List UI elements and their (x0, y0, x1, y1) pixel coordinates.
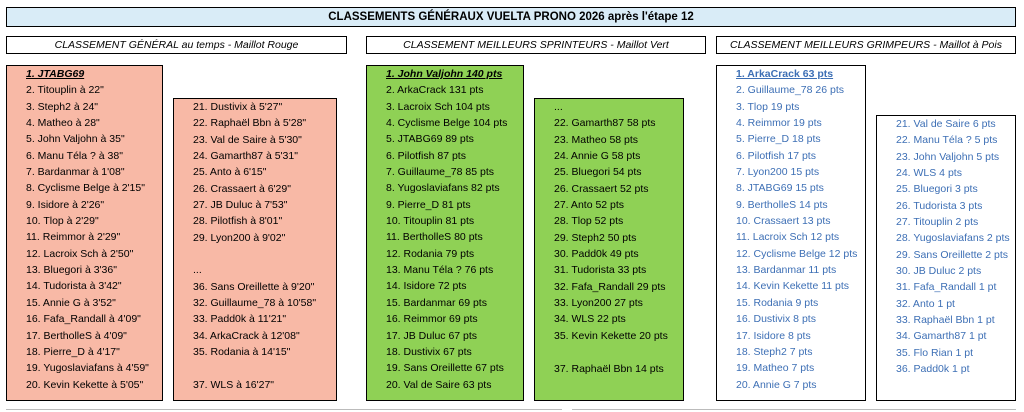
ranking-entry: 14. Isidore 72 pts (386, 280, 467, 293)
ranking-entry: 21. Dustivix à 5'27" (193, 101, 283, 113)
ranking-entry: 17. JB Duluc 67 pts (386, 329, 478, 342)
ranking-entry: 30. Padd0k 49 pts (554, 248, 639, 261)
ranking-entry: 34. Gamarth87 1 pt (896, 330, 987, 343)
ranking-entry: 6. Pilotfish 17 pts (736, 149, 816, 162)
ranking-entry: 15. Bardanmar 69 pts (386, 296, 487, 309)
ranking-entry: 27. Anto 52 pts (554, 199, 625, 212)
ranking-entry: 8. Yugoslaviafans 82 pts (386, 182, 500, 195)
ranking-entry: 23. John Valjohn 5 pts (896, 150, 1000, 163)
ranking-entry: 3. Steph2 à 24" (26, 100, 99, 113)
ranking-entry: 17. BertholleS à 4'09" (26, 329, 127, 342)
ranking-entry (554, 344, 683, 360)
ranking-entry: 32. Guillaume_78 à 10'58" (193, 297, 317, 310)
ranking-entry: 20. Annie G 7 pts (736, 378, 817, 391)
sprint-list-2 (534, 98, 684, 401)
ranking-entry: 26. Crassaert à 6'29" (193, 182, 291, 195)
ranking-entry: 13. Manu Téla ? 76 pts (386, 264, 494, 277)
ranking-entry: 3. Tlop 19 pts (736, 100, 800, 113)
ranking-entry: 5. John Valjohn à 35" (26, 133, 125, 146)
ranking-entry: 10. Crassaert 13 pts (736, 215, 831, 228)
ranking-entry: ... (193, 264, 202, 277)
ranking-entry: 35. Rodania à 14'15" (193, 346, 291, 359)
ranking-entry: 11. Reimmor à 2'29" (26, 231, 121, 244)
ranking-entry: 4. Matheo à 28" (26, 117, 100, 130)
ranking-entry: 11. BertholleS 80 pts (386, 231, 483, 244)
ranking-entry: 1. JTABG69 (26, 68, 85, 80)
general-list-2 (173, 98, 337, 401)
ranking-entry: 1. ArkaCrack 63 pts (736, 68, 834, 80)
ranking-entry: 12. Cyclisme Belge 12 pts (736, 247, 858, 260)
ranking-entry: 22. Raphaël Bbn à 5'28" (193, 117, 307, 130)
ranking-entry: 18. Steph2 7 pts (736, 345, 813, 358)
ranking-entry: 13. Bardanmar 11 pts (736, 264, 837, 277)
ranking-entry: 14. Tudorista à 3'42" (26, 280, 122, 293)
ranking-entry: 4. Cyclisme Belge 104 pts (386, 117, 508, 130)
ranking-entry: 23. Matheo 58 pts (554, 133, 639, 146)
ranking-entry: 29. Sans Oreillette 2 pts (896, 248, 1009, 261)
ranking-entry: 4. Reimmor 19 pts (736, 117, 822, 130)
ranking-entry (193, 361, 336, 377)
ranking-entry: 22. Gamarth87 58 pts (554, 117, 656, 130)
ranking-entry: 27. JB Duluc à 7'53" (193, 199, 288, 212)
ranking-entry: 18. Dustivix 67 pts (386, 345, 472, 358)
ranking-entry: 17. Isidore 8 pts (736, 329, 811, 342)
page-banner: CLASSEMENTS GÉNÉRAUX VUELTA PRONO 2026 après l'étape 12 (6, 7, 1016, 27)
ranking-entry: 16. Fafa_Randall à 4'09" (26, 313, 141, 326)
ranking-entry: 7. Bardanmar à 1'08" (26, 166, 125, 179)
ranking-entry: 10. Tlop à 2'29" (26, 215, 99, 228)
ranking-entry: 7. Lyon200 15 pts (736, 166, 820, 179)
ranking-entry: 5. JTABG69 89 pts (386, 133, 474, 146)
ranking-entry: 13. Bluegori à 3'36" (26, 264, 117, 277)
ranking-entry: 18. Pierre_D à 4'17" (26, 345, 120, 358)
ranking-entry: 29. Steph2 50 pts (554, 231, 637, 244)
ranking-entry: 11. Lacroix Sch 12 pts (736, 231, 840, 244)
ranking-entry: 6. Manu Téla ? à 38" (26, 149, 123, 162)
ranking-entry: 12. Lacroix Sch à 2'50" (26, 247, 134, 260)
ranking-entry: 29. Lyon200 à 9'02" (193, 231, 286, 244)
climb-list-1 (716, 65, 866, 401)
ranking-entry: 25. Anto à 6'15" (193, 166, 267, 179)
ranking-entry: 32. Fafa_Randall 29 pts (554, 280, 666, 293)
sprint-classification-header: CLASSEMENT MEILLEURS SPRINTEURS - Maillot Vert (366, 36, 706, 54)
ranking-entry: 9. BertholleS 14 pts (736, 198, 828, 211)
ranking-entry: 22. Manu Téla ? 5 pts (896, 134, 998, 147)
ranking-entry: 9. Pierre_D 81 pts (386, 198, 471, 211)
ranking-entry: 2. Guillaume_78 26 pts (736, 84, 844, 97)
ranking-entry: 26. Crassaert 52 pts (554, 182, 649, 195)
ranking-entry: 35. Flo Rian 1 pt (896, 346, 974, 359)
ranking-entry: 24. Gamarth87 à 5'31" (193, 150, 298, 163)
climb-list-2 (876, 115, 1016, 401)
ranking-entry: 24. Annie G 58 pts (554, 150, 641, 163)
ranking-entry: 14. Kevin Kekette 11 pts (736, 280, 850, 293)
ranking-entry: 25. Bluegori 3 pts (896, 183, 978, 196)
ranking-entry: 7. Guillaume_78 85 pts (386, 166, 494, 179)
ranking-entry: 26. Tudorista 3 pts (896, 199, 983, 212)
ranking-entry: 31. Fafa_Randall 1 pt (896, 281, 997, 294)
ranking-entry: 25. Bluegori 54 pts (554, 166, 642, 179)
ranking-entry: 1. John Valjohn 140 pts (386, 68, 503, 80)
ranking-entry: 36. Sans Oreillette à 9'20" (193, 280, 315, 293)
ranking-entry: 34. ArkaCrack à 12'08" (193, 329, 300, 342)
ranking-entry: 33. Lyon200 27 pts (554, 297, 643, 310)
ranking-entry: 3. Lacroix Sch 104 pts (386, 100, 490, 113)
ranking-entry: 33. Raphaël Bbn 1 pt (896, 314, 995, 327)
ranking-entry: 16. Reimmor 69 pts (386, 313, 478, 326)
ranking-entry: 36. Padd0k 1 pt (896, 363, 970, 376)
ranking-entry: 27. Titouplin 2 pts (896, 216, 979, 229)
ranking-entry: 21. Val de Saire 6 pts (896, 118, 996, 130)
ranking-entry (193, 246, 336, 262)
ranking-entry: 10. Titouplin 81 pts (386, 215, 475, 228)
ranking-entry: 23. Val de Saire à 5'30" (193, 133, 302, 146)
ranking-entry: 2. ArkaCrack 131 pts (386, 84, 484, 97)
ranking-entry: 35. Kevin Kekette 20 pts (554, 329, 668, 342)
ranking-entry: 5. Pierre_D 18 pts (736, 133, 821, 146)
ranking-entry: 6. Pilotfish 87 pts (386, 149, 466, 162)
ranking-entry: 15. Rodania 9 pts (736, 296, 819, 309)
ranking-entry: 8. Cyclisme Belge à 2'15" (26, 182, 145, 195)
ranking-entry: 20. Kevin Kekette à 5'05" (26, 378, 144, 391)
general-list-1 (6, 65, 163, 401)
ranking-entry: 33. Padd0k à 11'21" (193, 313, 287, 326)
sprint-list-1 (366, 65, 524, 401)
ranking-entry: 2. Titouplin à 22" (26, 84, 104, 97)
ranking-entry: ... (554, 101, 563, 113)
ranking-entry: 24. WLS 4 pts (896, 167, 962, 180)
ranking-entry: 12. Rodania 79 pts (386, 247, 475, 260)
ranking-entry: 32. Anto 1 pt (896, 297, 955, 310)
general-classification-header: CLASSEMENT GÉNÉRAL au temps - Maillot Rouge (6, 36, 347, 54)
ranking-entry: 37. WLS à 16'27" (193, 378, 275, 391)
ranking-entry: 28. Tlop 52 pts (554, 215, 624, 228)
ranking-entry: 30. JB Duluc 2 pts (896, 265, 982, 278)
ranking-entry: 9. Isidore à 2'26" (26, 198, 105, 211)
ranking-entry: 28. Yugoslaviafans 2 pts (896, 232, 1010, 245)
ranking-entry: 19. Matheo 7 pts (736, 362, 815, 375)
climb-classification-header: CLASSEMENT MEILLEURS GRIMPEURS - Maillot à Pois (716, 36, 1016, 54)
ranking-entry: 19. Sans Oreillette 67 pts (386, 362, 504, 375)
ranking-entry: 8. JTABG69 15 pts (736, 182, 824, 195)
ranking-entry: 31. Tudorista 33 pts (554, 264, 647, 277)
ranking-entry: 20. Val de Saire 63 pts (386, 378, 492, 391)
ranking-entry: 37. Raphaël Bbn 14 pts (554, 362, 664, 375)
ranking-entry: 19. Yugoslaviafans à 4'59" (26, 362, 149, 375)
ranking-entry: 15. Annie G à 3'52" (26, 296, 116, 309)
ranking-entry: 28. Pilotfish à 8'01" (193, 215, 283, 228)
ranking-entry: 34. WLS 22 pts (554, 313, 626, 326)
ranking-entry: 16. Dustivix 8 pts (736, 313, 816, 326)
